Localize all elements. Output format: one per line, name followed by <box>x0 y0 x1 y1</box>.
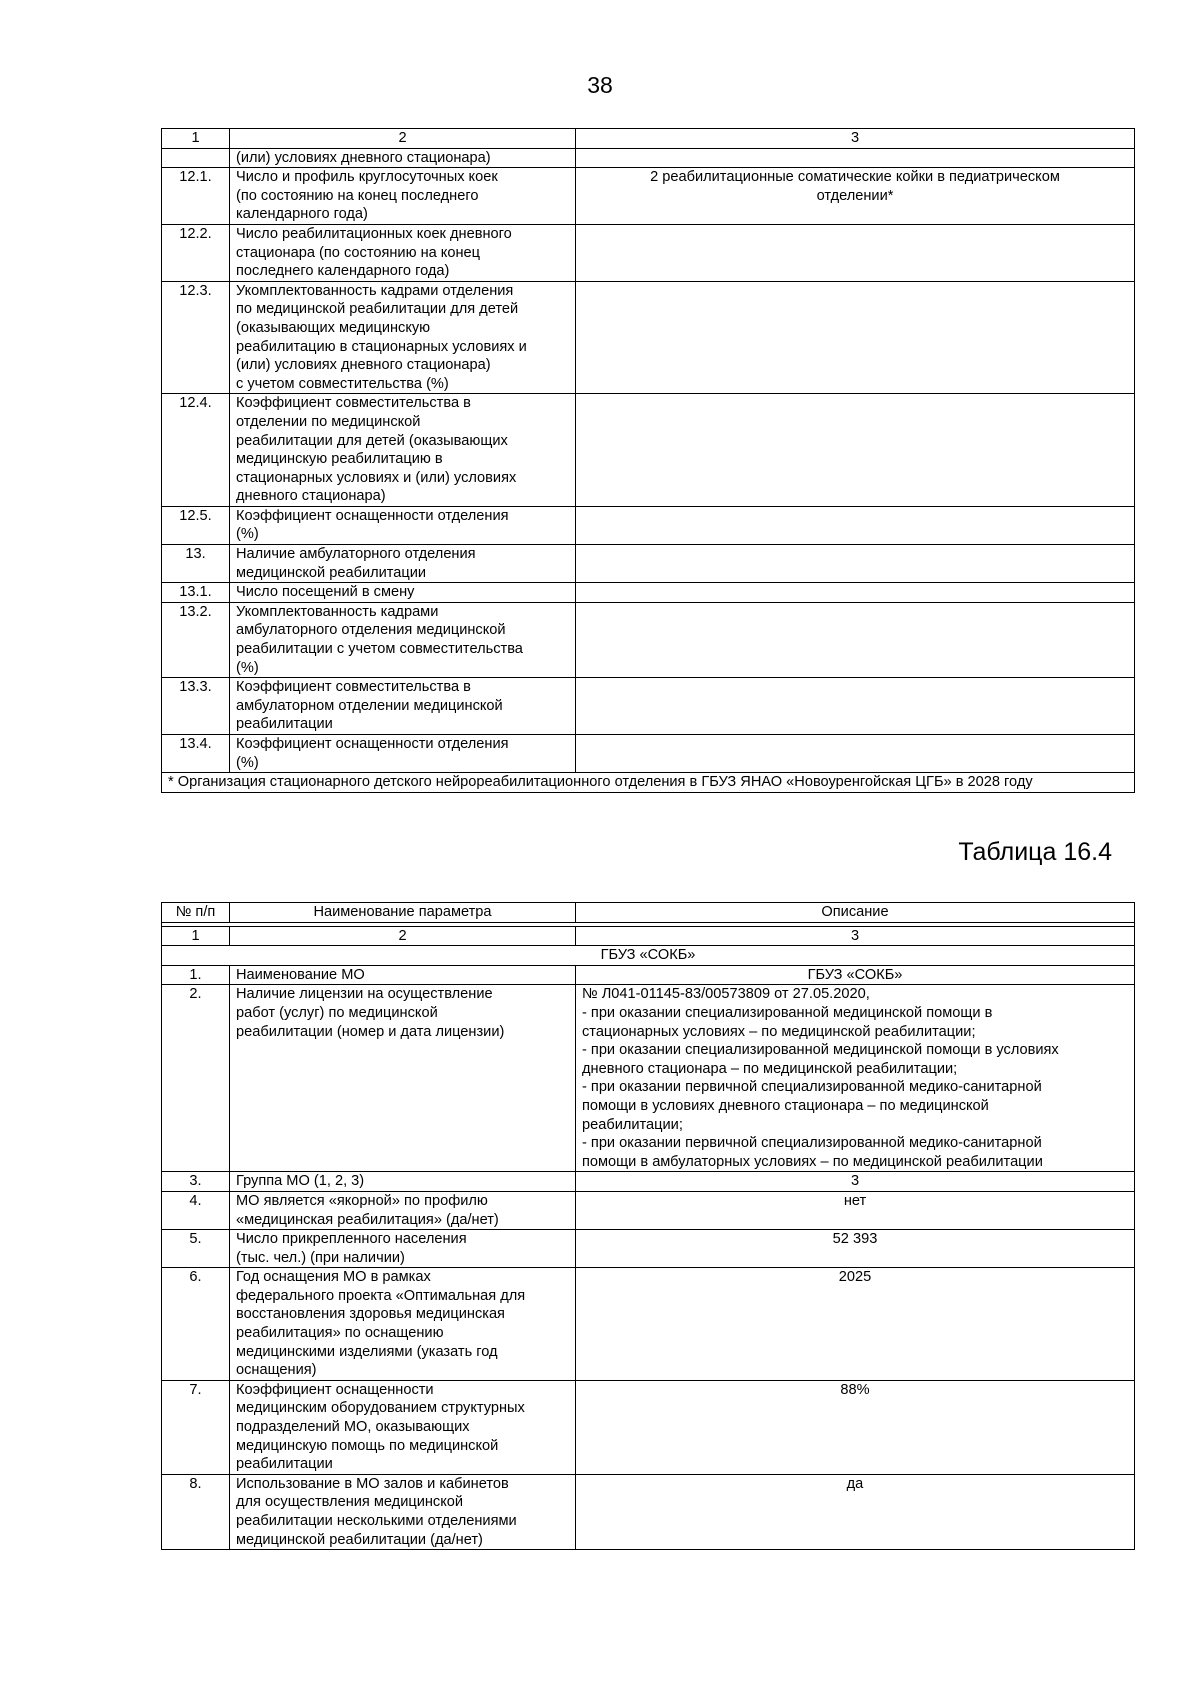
row-number: 13.2. <box>162 602 230 677</box>
parameter-value <box>576 678 1135 735</box>
parameter-value <box>576 281 1135 394</box>
table-row <box>162 148 1135 168</box>
parameter-value <box>576 224 1135 281</box>
row-number: 8. <box>162 1474 230 1549</box>
table-row <box>162 735 1135 773</box>
column-header: Описание <box>576 903 1135 923</box>
row-number: 5. <box>162 1230 230 1268</box>
row-number: 12.5. <box>162 506 230 544</box>
table-row <box>162 281 1135 394</box>
page-number: 38 <box>587 72 613 98</box>
parameter-value: 2 реабилитационные соматические койки в педиатрическом отделении* <box>576 168 1135 225</box>
table-row <box>162 602 1135 677</box>
row-number: 13.1. <box>162 583 230 603</box>
header-row <box>162 903 1135 923</box>
row-number: 7. <box>162 1380 230 1474</box>
row-number: 1. <box>162 965 230 985</box>
parameter-name: Коэффициент совместительства в амбулаторном отделении медицинской реабилитации <box>230 678 576 735</box>
parameter-value: 52 393 <box>576 1230 1135 1268</box>
table-row <box>162 224 1135 281</box>
parameter-name: Коэффициент совместительства в отделении по медицинской реабилитации для детей (оказывающих медицинскую реабилитацию в стационарных условиях и (или) условиях дневного стационара) <box>230 394 576 507</box>
parameter-name: Коэффициент оснащенности отделения (%) <box>230 506 576 544</box>
column-number: 2 <box>230 926 576 946</box>
table-row <box>162 506 1135 544</box>
table-row <box>162 965 1135 985</box>
row-number: 2. <box>162 985 230 1172</box>
column-number: 1 <box>162 129 230 149</box>
section-row <box>162 946 1135 966</box>
table-row <box>162 394 1135 507</box>
row-number: 13.4. <box>162 735 230 773</box>
parameter-value <box>576 735 1135 773</box>
parameter-name: Наименование МО <box>230 965 576 985</box>
parameter-value: 3 <box>576 1172 1135 1192</box>
table-caption: Таблица 16.4 <box>958 838 1112 866</box>
parameter-name: МО является «якорной» по профилю «медицинская реабилитация» (да/нет) <box>230 1191 576 1229</box>
parameter-name: Число реабилитационных коек дневного стационара (по состоянию на конец последнего календарного года) <box>230 224 576 281</box>
column-header: № п/п <box>162 903 230 923</box>
parameter-name: Число прикрепленного населения (тыс. чел.) (при наличии) <box>230 1230 576 1268</box>
row-number: 12.4. <box>162 394 230 507</box>
table-row <box>162 1172 1135 1192</box>
parameter-name: Год оснащения МО в рамках федерального проекта «Оптимальная для восстановления здоровья медицинская реабилитация» по оснащению медицинскими изделиями (указать год оснащения) <box>230 1268 576 1381</box>
column-number: 3 <box>576 129 1135 149</box>
parameter-value <box>576 148 1135 168</box>
column-number: 1 <box>162 926 230 946</box>
row-number: 3. <box>162 1172 230 1192</box>
parameter-name: Укомплектованность кадрами амбулаторного отделения медицинской реабилитации с учетом совместительства (%) <box>230 602 576 677</box>
footnote-row <box>162 773 1135 793</box>
parameter-name: Число и профиль круглосуточных коек (по состоянию на конец последнего календарного года) <box>230 168 576 225</box>
parameter-value: № Л041-01145-83/00573809 от 27.05.2020, - при оказании специализированной медицинской помощи в стационарных условиях – по медицинской реабилитации; - при оказании специализированной медицинской помощи в условиях дневного стационара – по медицинской реабилитации; - при оказании первичной специализированной медико-санитарной помощи в условиях дневного стационара – по медицинской реабилитации; - при оказании первичной специализированной медико-санитарной помощи в амбулаторных условиях – по медицинской реабилитации <box>576 985 1135 1172</box>
parameter-name: Группа МО (1, 2, 3) <box>230 1172 576 1192</box>
table-body <box>162 129 1135 793</box>
parameter-value: нет <box>576 1191 1135 1229</box>
footnote: * Организация стационарного детского нейрореабилитационного отделения в ГБУЗ ЯНАО «Новоуренгойская ЦГБ» в 2028 году <box>162 773 1135 793</box>
parameter-name: Коэффициент оснащенности отделения (%) <box>230 735 576 773</box>
column-number: 2 <box>230 129 576 149</box>
table-row <box>162 1268 1135 1381</box>
table-row <box>162 678 1135 735</box>
parameter-value: ГБУЗ «СОКБ» <box>576 965 1135 985</box>
table-row <box>162 985 1135 1172</box>
parameter-value <box>576 545 1135 583</box>
row-number: 13. <box>162 545 230 583</box>
table-row <box>162 1230 1135 1268</box>
table-row <box>162 1474 1135 1549</box>
parameter-value <box>576 602 1135 677</box>
row-number <box>162 148 230 168</box>
parameter-value <box>576 583 1135 603</box>
parameter-name: Коэффициент оснащенности медицинским оборудованием структурных подразделений МО, оказывающих медицинскую помощь по медицинской реабилитации <box>230 1380 576 1474</box>
column-number: 3 <box>576 926 1135 946</box>
row-number: 12.1. <box>162 168 230 225</box>
row-number: 13.3. <box>162 678 230 735</box>
table-row <box>162 545 1135 583</box>
parameter-value: 2025 <box>576 1268 1135 1381</box>
parameter-name: Наличие амбулаторного отделения медицинской реабилитации <box>230 545 576 583</box>
section-title: ГБУЗ «СОКБ» <box>162 946 1135 966</box>
mo-parameters-table <box>161 902 1135 1550</box>
parameter-name: Укомплектованность кадрами отделения по медицинской реабилитации для детей (оказывающих медицинскую реабилитацию в стационарных условиях и (или) условиях дневного стационара) с учетом совместительства (%) <box>230 281 576 394</box>
table-row <box>162 168 1135 225</box>
parameter-value <box>576 394 1135 507</box>
parameter-value: 88% <box>576 1380 1135 1474</box>
row-number: 4. <box>162 1191 230 1229</box>
parameter-name: (или) условиях дневного стационара) <box>230 148 576 168</box>
table-row <box>162 1380 1135 1474</box>
row-number: 12.2. <box>162 224 230 281</box>
table-body <box>162 903 1135 1550</box>
parameter-value: да <box>576 1474 1135 1549</box>
column-number-row <box>162 926 1135 946</box>
column-number-row <box>162 129 1135 149</box>
parameter-value <box>576 506 1135 544</box>
table-row <box>162 583 1135 603</box>
parameter-name: Число посещений в смену <box>230 583 576 603</box>
column-header: Наименование параметра <box>230 903 576 923</box>
parameter-name: Наличие лицензии на осуществление работ (услуг) по медицинской реабилитации (номер и дата лицензии) <box>230 985 576 1172</box>
table-row <box>162 1191 1135 1229</box>
rehabilitation-indicators-table <box>161 128 1135 793</box>
row-number: 6. <box>162 1268 230 1381</box>
parameter-name: Использование в МО залов и кабинетов для осуществления медицинской реабилитации несколькими отделениями медицинской реабилитации (да/нет) <box>230 1474 576 1549</box>
row-number: 12.3. <box>162 281 230 394</box>
